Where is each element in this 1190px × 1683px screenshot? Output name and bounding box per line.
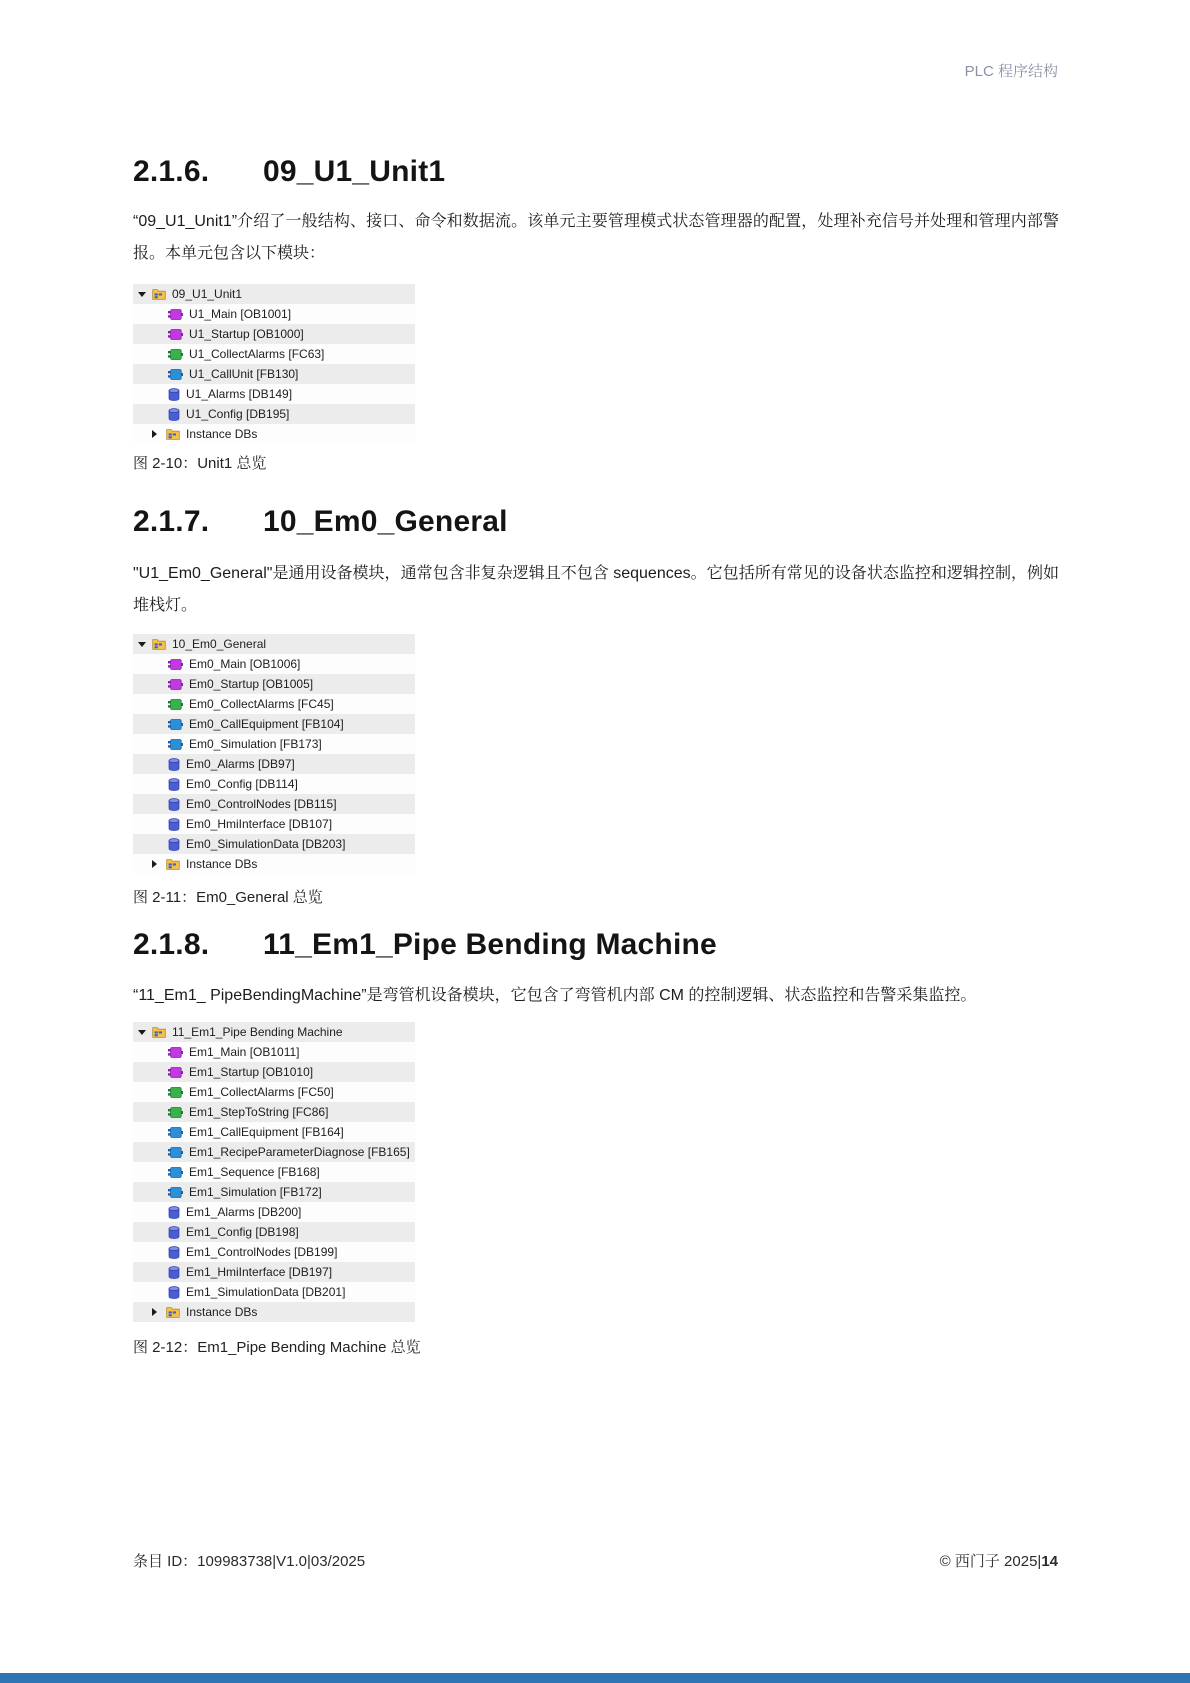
tree-row[interactable] — [133, 1162, 415, 1182]
expand-arrow-icon[interactable] — [152, 1308, 166, 1316]
block-folder-icon — [166, 1306, 180, 1318]
block-folder-icon — [152, 288, 166, 300]
fc-block-icon — [168, 1107, 183, 1118]
tree-row[interactable] — [133, 1302, 415, 1322]
tree-row[interactable] — [133, 1122, 415, 1142]
tree-row-label: U1_Config [DB195] — [186, 407, 290, 421]
tree-row[interactable] — [133, 1062, 415, 1082]
figure-caption: 图 2-10：Unit1 总览 — [133, 455, 267, 472]
fb-block-icon — [168, 1187, 183, 1198]
tree-row[interactable] — [133, 1082, 415, 1102]
tree-row-label: Em1_Sequence [FB168] — [189, 1165, 320, 1179]
block-folder-icon — [166, 428, 180, 440]
tree-row-label: U1_Startup [OB1000] — [189, 327, 304, 341]
tree-row[interactable] — [133, 674, 415, 694]
tree-row[interactable] — [133, 404, 415, 424]
fb-block-icon — [168, 719, 183, 730]
ob-block-icon — [168, 659, 183, 670]
tree-row[interactable] — [133, 1022, 415, 1042]
tree-row[interactable] — [133, 734, 415, 754]
collapse-arrow-icon[interactable] — [138, 1030, 152, 1035]
db-block-icon — [168, 1286, 180, 1299]
tree-row-label: Em1_Startup [OB1010] — [189, 1065, 314, 1079]
collapse-arrow-icon[interactable] — [138, 642, 152, 647]
tree-row[interactable] — [133, 854, 415, 874]
tree-row[interactable] — [133, 284, 415, 304]
section-title: 09_U1_Unit1 — [263, 155, 446, 188]
tree-row-label: Em0_HmiInterface [DB107] — [186, 817, 333, 831]
tree-row[interactable] — [133, 304, 415, 324]
ob-block-icon — [168, 329, 183, 340]
db-block-icon — [168, 1206, 180, 1219]
running-header: PLC 程序结构 — [964, 63, 1058, 80]
db-block-icon — [168, 818, 180, 831]
block-tree-em0-general — [133, 634, 415, 874]
figure-caption: 图 2-11：Em0_General 总览 — [133, 889, 323, 906]
tree-row-label: Em1_ControlNodes [DB199] — [186, 1245, 338, 1259]
tree-row-label: Em0_ControlNodes [DB115] — [186, 797, 337, 811]
tree-row-label: Em0_SimulationData [DB203] — [186, 837, 346, 851]
tree-row-label: Em1_Simulation [FB172] — [189, 1185, 322, 1199]
section-number: 2.1.6. — [133, 155, 210, 188]
tree-row[interactable] — [133, 1222, 415, 1242]
db-block-icon — [168, 758, 180, 771]
tree-row-label: Em1_RecipeParameterDiagnose [FB165] — [189, 1145, 410, 1159]
db-block-icon — [168, 838, 180, 851]
fb-block-icon — [168, 1127, 183, 1138]
section-body-text: “09_U1_Unit1”介绍了一般结构、接口、命令和数据流。该单元主要管理模式状态管理器的配置，处理补充信号并处理和管理内部警报。本单元包含以下模块： — [133, 213, 1059, 262]
db-block-icon — [168, 408, 180, 421]
footer-accent-bar — [0, 1673, 1190, 1683]
section-body-text: “11_Em1_ PipeBendingMachine”是弯管机设备模块，它包含了弯管机内部 CM 的控制逻辑、状态监控和告警采集监控。 — [133, 987, 977, 1004]
block-folder-icon — [152, 1026, 166, 1038]
db-block-icon — [168, 1226, 180, 1239]
tree-row[interactable] — [133, 1262, 415, 1282]
ob-block-icon — [168, 1067, 183, 1078]
tree-row[interactable] — [133, 754, 415, 774]
tree-row[interactable] — [133, 814, 415, 834]
section-body-text: "U1_Em0_General"是通用设备模块，通常包含非复杂逻辑且不包含 sequences。它包括所有常见的设备状态监控和逻辑控制，例如堆栈灯。 — [133, 565, 1059, 614]
tree-row-label: Em1_Config [DB198] — [186, 1225, 299, 1239]
fb-block-icon — [168, 1167, 183, 1178]
tree-row-label: U1_CollectAlarms [FC63] — [189, 347, 325, 361]
tree-row[interactable] — [133, 324, 415, 344]
tree-row[interactable] — [133, 1182, 415, 1202]
tree-row-label: Em0_Config [DB114] — [186, 777, 298, 791]
tree-row-label: Em0_CollectAlarms [FC45] — [189, 697, 334, 711]
tree-row-label: Em0_Startup [OB1005] — [189, 677, 314, 691]
tree-row[interactable] — [133, 1202, 415, 1222]
fb-block-icon — [168, 1147, 183, 1158]
fc-block-icon — [168, 699, 183, 710]
tree-row-label: Instance DBs — [186, 857, 258, 871]
section-heading — [133, 155, 445, 189]
section-number: 2.1.7. — [133, 505, 210, 538]
fb-block-icon — [168, 369, 183, 380]
ob-block-icon — [168, 309, 183, 320]
tree-row[interactable] — [133, 1142, 415, 1162]
tree-row-label: Instance DBs — [186, 427, 258, 441]
figure-caption: 图 2-12：Em1_Pipe Bending Machine 总览 — [133, 1339, 421, 1356]
tree-row[interactable] — [133, 384, 415, 404]
db-block-icon — [168, 1246, 180, 1259]
copyright-text: © 西门子 2025|14 — [939, 1553, 1058, 1570]
expand-arrow-icon[interactable] — [152, 860, 166, 868]
tree-row-label: Em1_Main [OB1011] — [189, 1045, 300, 1059]
collapse-arrow-icon[interactable] — [138, 292, 152, 297]
tree-row[interactable] — [133, 1042, 415, 1062]
tree-row[interactable] — [133, 364, 415, 384]
tree-row[interactable] — [133, 834, 415, 854]
section-heading — [133, 928, 717, 962]
block-folder-icon — [152, 638, 166, 650]
tree-row[interactable] — [133, 1282, 415, 1302]
db-block-icon — [168, 1266, 180, 1279]
fb-block-icon — [168, 739, 183, 750]
fc-block-icon — [168, 349, 183, 360]
tree-row-label: Instance DBs — [186, 1305, 258, 1319]
tree-row-label: U1_CallUnit [FB130] — [189, 367, 299, 381]
fc-block-icon — [168, 1087, 183, 1098]
page-footer — [133, 1550, 1058, 1571]
section-number: 2.1.8. — [133, 928, 210, 961]
section-heading — [133, 505, 508, 539]
tree-row-label: Em0_Simulation [FB173] — [189, 737, 322, 751]
tree-row-label: Em0_Alarms [DB97] — [186, 757, 295, 771]
tree-row[interactable] — [133, 1102, 415, 1122]
page-number: 14 — [1041, 1553, 1058, 1570]
db-block-icon — [168, 388, 180, 401]
tree-row-label: Em1_CallEquipment [FB164] — [189, 1125, 344, 1139]
ob-block-icon — [168, 1047, 183, 1058]
tree-row-label: U1_Alarms [DB149] — [186, 387, 293, 401]
tree-row-label: Em0_Main [OB1006] — [189, 657, 301, 671]
tree-row[interactable] — [133, 774, 415, 794]
block-tree-unit1 — [133, 284, 415, 444]
tree-row[interactable] — [133, 424, 415, 444]
tree-row-label: Em0_CallEquipment [FB104] — [189, 717, 344, 731]
tree-row-label: Em1_StepToString [FC86] — [189, 1105, 329, 1119]
tree-row[interactable] — [133, 794, 415, 814]
tree-row-label: Em1_CollectAlarms [FC50] — [189, 1085, 334, 1099]
db-block-icon — [168, 778, 180, 791]
tree-row-label: 10_Em0_General — [172, 637, 267, 651]
section-title: 10_Em0_General — [263, 505, 508, 538]
expand-arrow-icon[interactable] — [152, 430, 166, 438]
db-block-icon — [168, 798, 180, 811]
tree-row[interactable] — [133, 654, 415, 674]
tree-row-label: U1_Main [OB1001] — [189, 307, 292, 321]
tree-row[interactable] — [133, 1242, 415, 1262]
tree-row-label: 11_Em1_Pipe Bending Machine — [172, 1025, 343, 1039]
block-folder-icon — [166, 858, 180, 870]
tree-row-label: Em1_HmiInterface [DB197] — [186, 1265, 333, 1279]
tree-row-label: 09_U1_Unit1 — [172, 287, 243, 301]
section-title: 11_Em1_Pipe Bending Machine — [263, 928, 717, 961]
tree-row[interactable] — [133, 694, 415, 714]
tree-row-label: Em1_SimulationData [DB201] — [186, 1285, 346, 1299]
tree-row[interactable] — [133, 344, 415, 364]
tree-row-label: Em1_Alarms [DB200] — [186, 1205, 302, 1219]
block-tree-em1-pipe-bending — [133, 1022, 415, 1322]
tree-row[interactable] — [133, 634, 415, 654]
tree-row[interactable] — [133, 714, 415, 734]
ob-block-icon — [168, 679, 183, 690]
entry-id-text: 条目 ID：109983738|V1.0|03/2025 — [133, 1553, 366, 1570]
